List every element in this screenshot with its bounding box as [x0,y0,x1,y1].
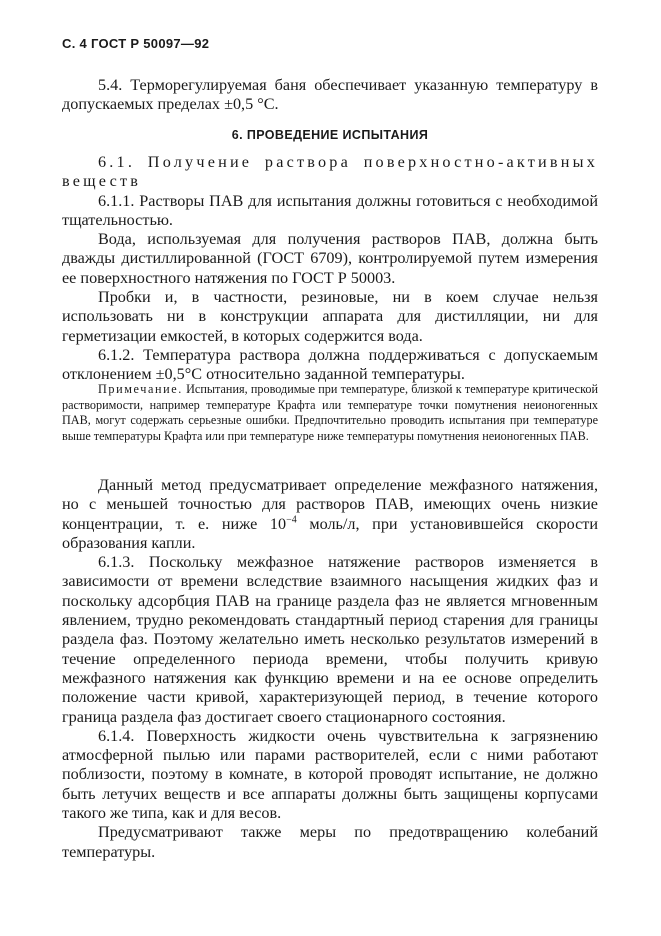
clause-6-1-2: 6.1.2. Температура раствора должна поддерживаться с допускаемым отклонением ±0,5°С относительно заданной температуры. [62,345,598,384]
method-text-b: моль/л, при установившейся скорости образования капли. [62,514,598,552]
clause-6-1-1: 6.1.1. Растворы ПАВ для испытания должны готовиться с необходимой тщательностью. [62,191,598,229]
clause-5-4-block [62,76,598,115]
note-paragraph [62,382,598,444]
section-6-body [62,153,598,385]
clause-5-4: 5.4. Терморегулируемая баня обеспечивает указанную температуру в допускаемых пределах ±0,5 °С. [62,76,598,114]
note-label: Примечание. [98,382,183,396]
water-paragraph: Вода, используемая для получения растворов ПАВ, должна быть дважды дистиллированной (ГОСТ 6709), контролируемой путем измерения ее поверхностного натяжения по ГОСТ Р 50003. [62,230,598,287]
clause-6-1-heading: 6.1. Получение раствора поверхностно-активных веществ [62,153,598,191]
stoppers-paragraph: Пробки и, в частности, резиновые, ни в коем случае нельзя использовать ни в конструкции аппарата для дистилляции, ни для герметизации емкостей, в которых содержится вода. [62,288,598,345]
clause-6-1-3: 6.1.3. Поскольку межфазное натяжение растворов изменяется в зависимости от времени вследствие взаимного насыщения жидких фаз и поскольку адсорбция ПАВ на границе раздела фаз не является мгновенным явлением, трудно рекомендовать стандартный период старения для границы раздела фаз. Поэтому желательно иметь несколько результатов измерений в течение определенного периода времени, чтобы получить кривую межфазного натяжения как функцию времени и на ее основе определить положение части кривой, характеризующей период, в течение которого граница раздела фаз достигает своего стационарного состояния. [62,553,598,726]
note-block [62,382,598,444]
continuation-body [62,476,598,862]
section-title: 6. ПРОВЕДЕНИЕ ИСПЫТАНИЯ [231,128,429,142]
clause-6-1-4: 6.1.4. Поверхность жидкости очень чувствительна к загрязнению атмосферной пылью или парами растворителей, если с ними работают поблизости, поэтому в комнате, в которой проводят испытание, не должно быть летучих веществ и все аппараты должны быть защищены корпусами такого же типа, как и для весов. [62,726,598,823]
note-text: Испытания, проводимые при температуре, близкой к температуре критической растворимости, например температуре Крафта или температуре точки помутнения неионогенных ПАВ, могут содержать серьезные ошибки. Предпочтительно проводить испытания при температуре выше температуры Крафта или при температуре ниже температуры помутнения неионогенных ПАВ. [62,382,599,443]
page-header: С. 4 ГОСТ Р 50097—92 [62,36,210,51]
measures-paragraph: Предусматривают также меры по предотвращению колебаний температуры. [62,823,598,861]
method-exponent: −4 [286,514,297,526]
method-paragraph [62,476,598,553]
method-text-a: Данный метод предусматривает определение межфазного натяжения, но с меньшей точностью для растворов ПАВ, имеющих очень низкие концентрации, т. е. ниже 10 [62,476,598,533]
